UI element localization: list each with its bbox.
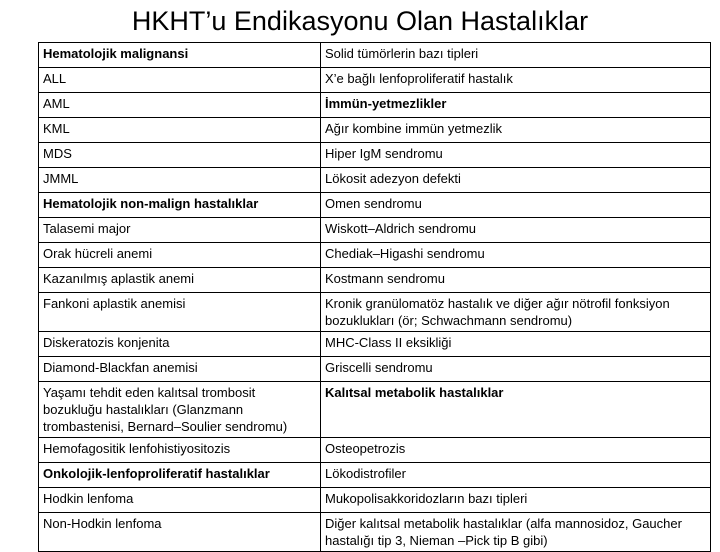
right-cell: MHC-Class II eksikliği	[321, 332, 711, 357]
left-cell: Diskeratozis konjenita	[39, 332, 321, 357]
right-cell: Wiskott–Aldrich sendromu	[321, 218, 711, 243]
right-cell: Mukopolisakkoridozların bazı tipleri	[321, 488, 711, 513]
left-cell: Yaşamı tehdit eden kalıtsal trombosit bozukluğu hastalıkları (Glanzmann trombastenisi, Bernard–Soulier sendromu)	[39, 382, 321, 438]
left-cell: KML	[39, 118, 321, 143]
table-row	[39, 513, 711, 552]
table-row	[39, 463, 711, 488]
right-cell: Hiper IgM sendromu	[321, 143, 711, 168]
table-row	[39, 438, 711, 463]
left-cell: MDS	[39, 143, 321, 168]
right-cell: İmmün-yetmezlikler	[321, 93, 711, 118]
table-row	[39, 243, 711, 268]
left-cell: Talasemi major	[39, 218, 321, 243]
table-row	[39, 193, 711, 218]
table-body	[39, 43, 711, 552]
left-cell: Diamond-Blackfan anemisi	[39, 357, 321, 382]
right-cell: Omen sendromu	[321, 193, 711, 218]
table-row	[39, 93, 711, 118]
left-cell: Orak hücreli anemi	[39, 243, 321, 268]
table-row	[39, 43, 711, 68]
table-row	[39, 168, 711, 193]
left-cell: Kazanılmış aplastik anemi	[39, 268, 321, 293]
left-cell: Fankoni aplastik anemisi	[39, 293, 321, 332]
left-cell: Hematolojik malignansi	[39, 43, 321, 68]
right-cell: Kronik granülomatöz hastalık ve diğer ağır nötrofil fonksiyon bozuklukları (ör; Schwachmann sendromu)	[321, 293, 711, 332]
indications-table	[38, 42, 711, 552]
left-cell: AML	[39, 93, 321, 118]
right-cell: Osteopetrozis	[321, 438, 711, 463]
right-cell: X’e bağlı lenfoproliferatif hastalık	[321, 68, 711, 93]
page-title: HKHT’u Endikasyonu Olan Hastalıklar	[131, 6, 589, 36]
left-cell: Hodkin lenfoma	[39, 488, 321, 513]
table-row	[39, 293, 711, 332]
left-cell: Non-Hodkin lenfoma	[39, 513, 321, 552]
left-cell: Hemofagositik lenfohistiyositozis	[39, 438, 321, 463]
right-cell: Solid tümörlerin bazı tipleri	[321, 43, 711, 68]
table-row	[39, 118, 711, 143]
right-cell: Lökodistrofiler	[321, 463, 711, 488]
table-row	[39, 332, 711, 357]
left-cell: ALL	[39, 68, 321, 93]
right-cell: Kalıtsal metabolik hastalıklar	[321, 382, 711, 438]
right-cell: Lökosit adezyon defekti	[321, 168, 711, 193]
right-cell: Griscelli sendromu	[321, 357, 711, 382]
table-row	[39, 357, 711, 382]
table-row	[39, 382, 711, 438]
left-cell: Onkolojik-lenfoproliferatif hastalıklar	[39, 463, 321, 488]
right-cell: Diğer kalıtsal metabolik hastalıklar (alfa mannosidoz, Gaucher hastalığı tip 3, Nieman –Pick tip B gibi)	[321, 513, 711, 552]
right-cell: Chediak–Higashi sendromu	[321, 243, 711, 268]
right-cell: Kostmann sendromu	[321, 268, 711, 293]
table-row	[39, 68, 711, 93]
left-cell: JMML	[39, 168, 321, 193]
right-cell: Ağır kombine immün yetmezlik	[321, 118, 711, 143]
table-row	[39, 218, 711, 243]
table-row	[39, 268, 711, 293]
table-row	[39, 488, 711, 513]
table-row	[39, 143, 711, 168]
left-cell: Hematolojik non-malign hastalıklar	[39, 193, 321, 218]
